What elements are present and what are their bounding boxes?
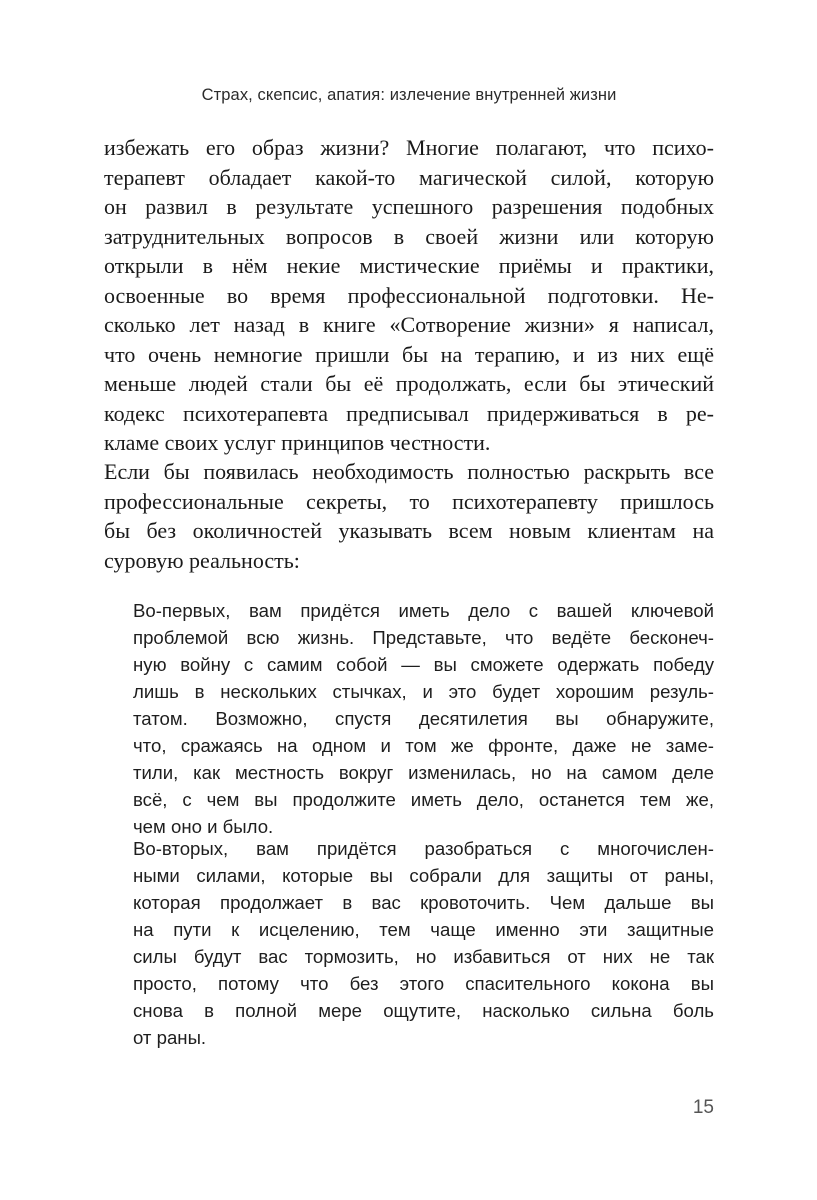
quote-line: Во-вторых, вам придётся разобраться с многочислен- bbox=[133, 838, 714, 859]
text-line: Если бы появилась необходимость полностью раскрыть все bbox=[104, 459, 714, 484]
quote-line: ными силами, которые вы собрали для защиты от раны, bbox=[133, 865, 714, 886]
page-number: 15 bbox=[692, 1097, 714, 1118]
text-line: он развил в результате успешного разрешения подобных bbox=[104, 194, 714, 219]
text-line: избежать его образ жизни? Многие полагают, что психо- bbox=[104, 135, 714, 160]
quote-line: которая продолжает в вас кровоточить. Чем дальше вы bbox=[133, 892, 714, 913]
quote-block-1 bbox=[133, 597, 714, 840]
text-line: бы без околичностей указывать всем новым клиентам на bbox=[104, 518, 714, 543]
text-line: освоенные во время профессиональной подготовки. Не- bbox=[104, 282, 714, 308]
text-line: профессиональные секреты, то психотерапевту пришлось bbox=[104, 488, 714, 514]
paragraph-1 bbox=[104, 133, 714, 458]
quote-line: от раны. bbox=[133, 1027, 207, 1048]
text-line: что очень немногие пришли бы на терапию, и из них ещё bbox=[104, 341, 714, 367]
text-line: затруднительных вопросов в своей жизни или которую bbox=[104, 223, 714, 249]
quote-line: снова в полной мере ощутите, насколько сильна боль bbox=[133, 1000, 714, 1021]
quote-line: на пути к исцелению, тем чаще именно эти защитные bbox=[133, 919, 714, 940]
quote-line: тили, как местность вокруг изменилась, но на самом деле bbox=[133, 762, 714, 783]
text-line: кодекс психотерапевта предписывал придерживаться в ре- bbox=[104, 400, 714, 426]
quote-line: всё, с чем вы продолжите иметь дело, останется тем же, bbox=[133, 789, 714, 810]
quote-line: проблемой всю жизнь. Представьте, что ведёте бесконеч- bbox=[133, 627, 714, 648]
running-header: Страх, скепсис, апатия: излечение внутренней жизни bbox=[201, 86, 617, 104]
quote-line: Во-первых, вам придётся иметь дело с вашей ключевой bbox=[133, 600, 714, 621]
quote-line: лишь в нескольких стычках, и это будет хорошим резуль- bbox=[133, 681, 714, 702]
text-line: терапевт обладает какой-то магической силой, которую bbox=[104, 164, 714, 190]
quote-line: что, сражаясь на одном и том же фронте, даже не заме- bbox=[133, 735, 714, 756]
quote-line: силы будут вас тормозить, но избавиться от них не так bbox=[133, 946, 714, 967]
paragraph-2 bbox=[104, 457, 714, 575]
quote-line: чем оно и было. bbox=[133, 816, 274, 837]
quote-line: татом. Возможно, спустя десятилетия вы обнаружите, bbox=[133, 708, 714, 729]
quote-line: ную войну с самим собой — вы сможете одержать победу bbox=[133, 654, 714, 675]
text-line: открыли в нём некие мистические приёмы и практики, bbox=[104, 253, 714, 278]
text-line: сколько лет назад в книге «Сотворение жизни» я написал, bbox=[104, 312, 714, 337]
quote-line: просто, потому что без этого спасительного кокона вы bbox=[133, 973, 714, 994]
quote-block-2 bbox=[133, 835, 714, 1051]
text-line: кламе своих услуг принципов честности. bbox=[104, 430, 491, 455]
text-line: меньше людей стали бы её продолжать, если бы этический bbox=[104, 371, 714, 396]
text-line: суровую реальность: bbox=[104, 547, 300, 573]
